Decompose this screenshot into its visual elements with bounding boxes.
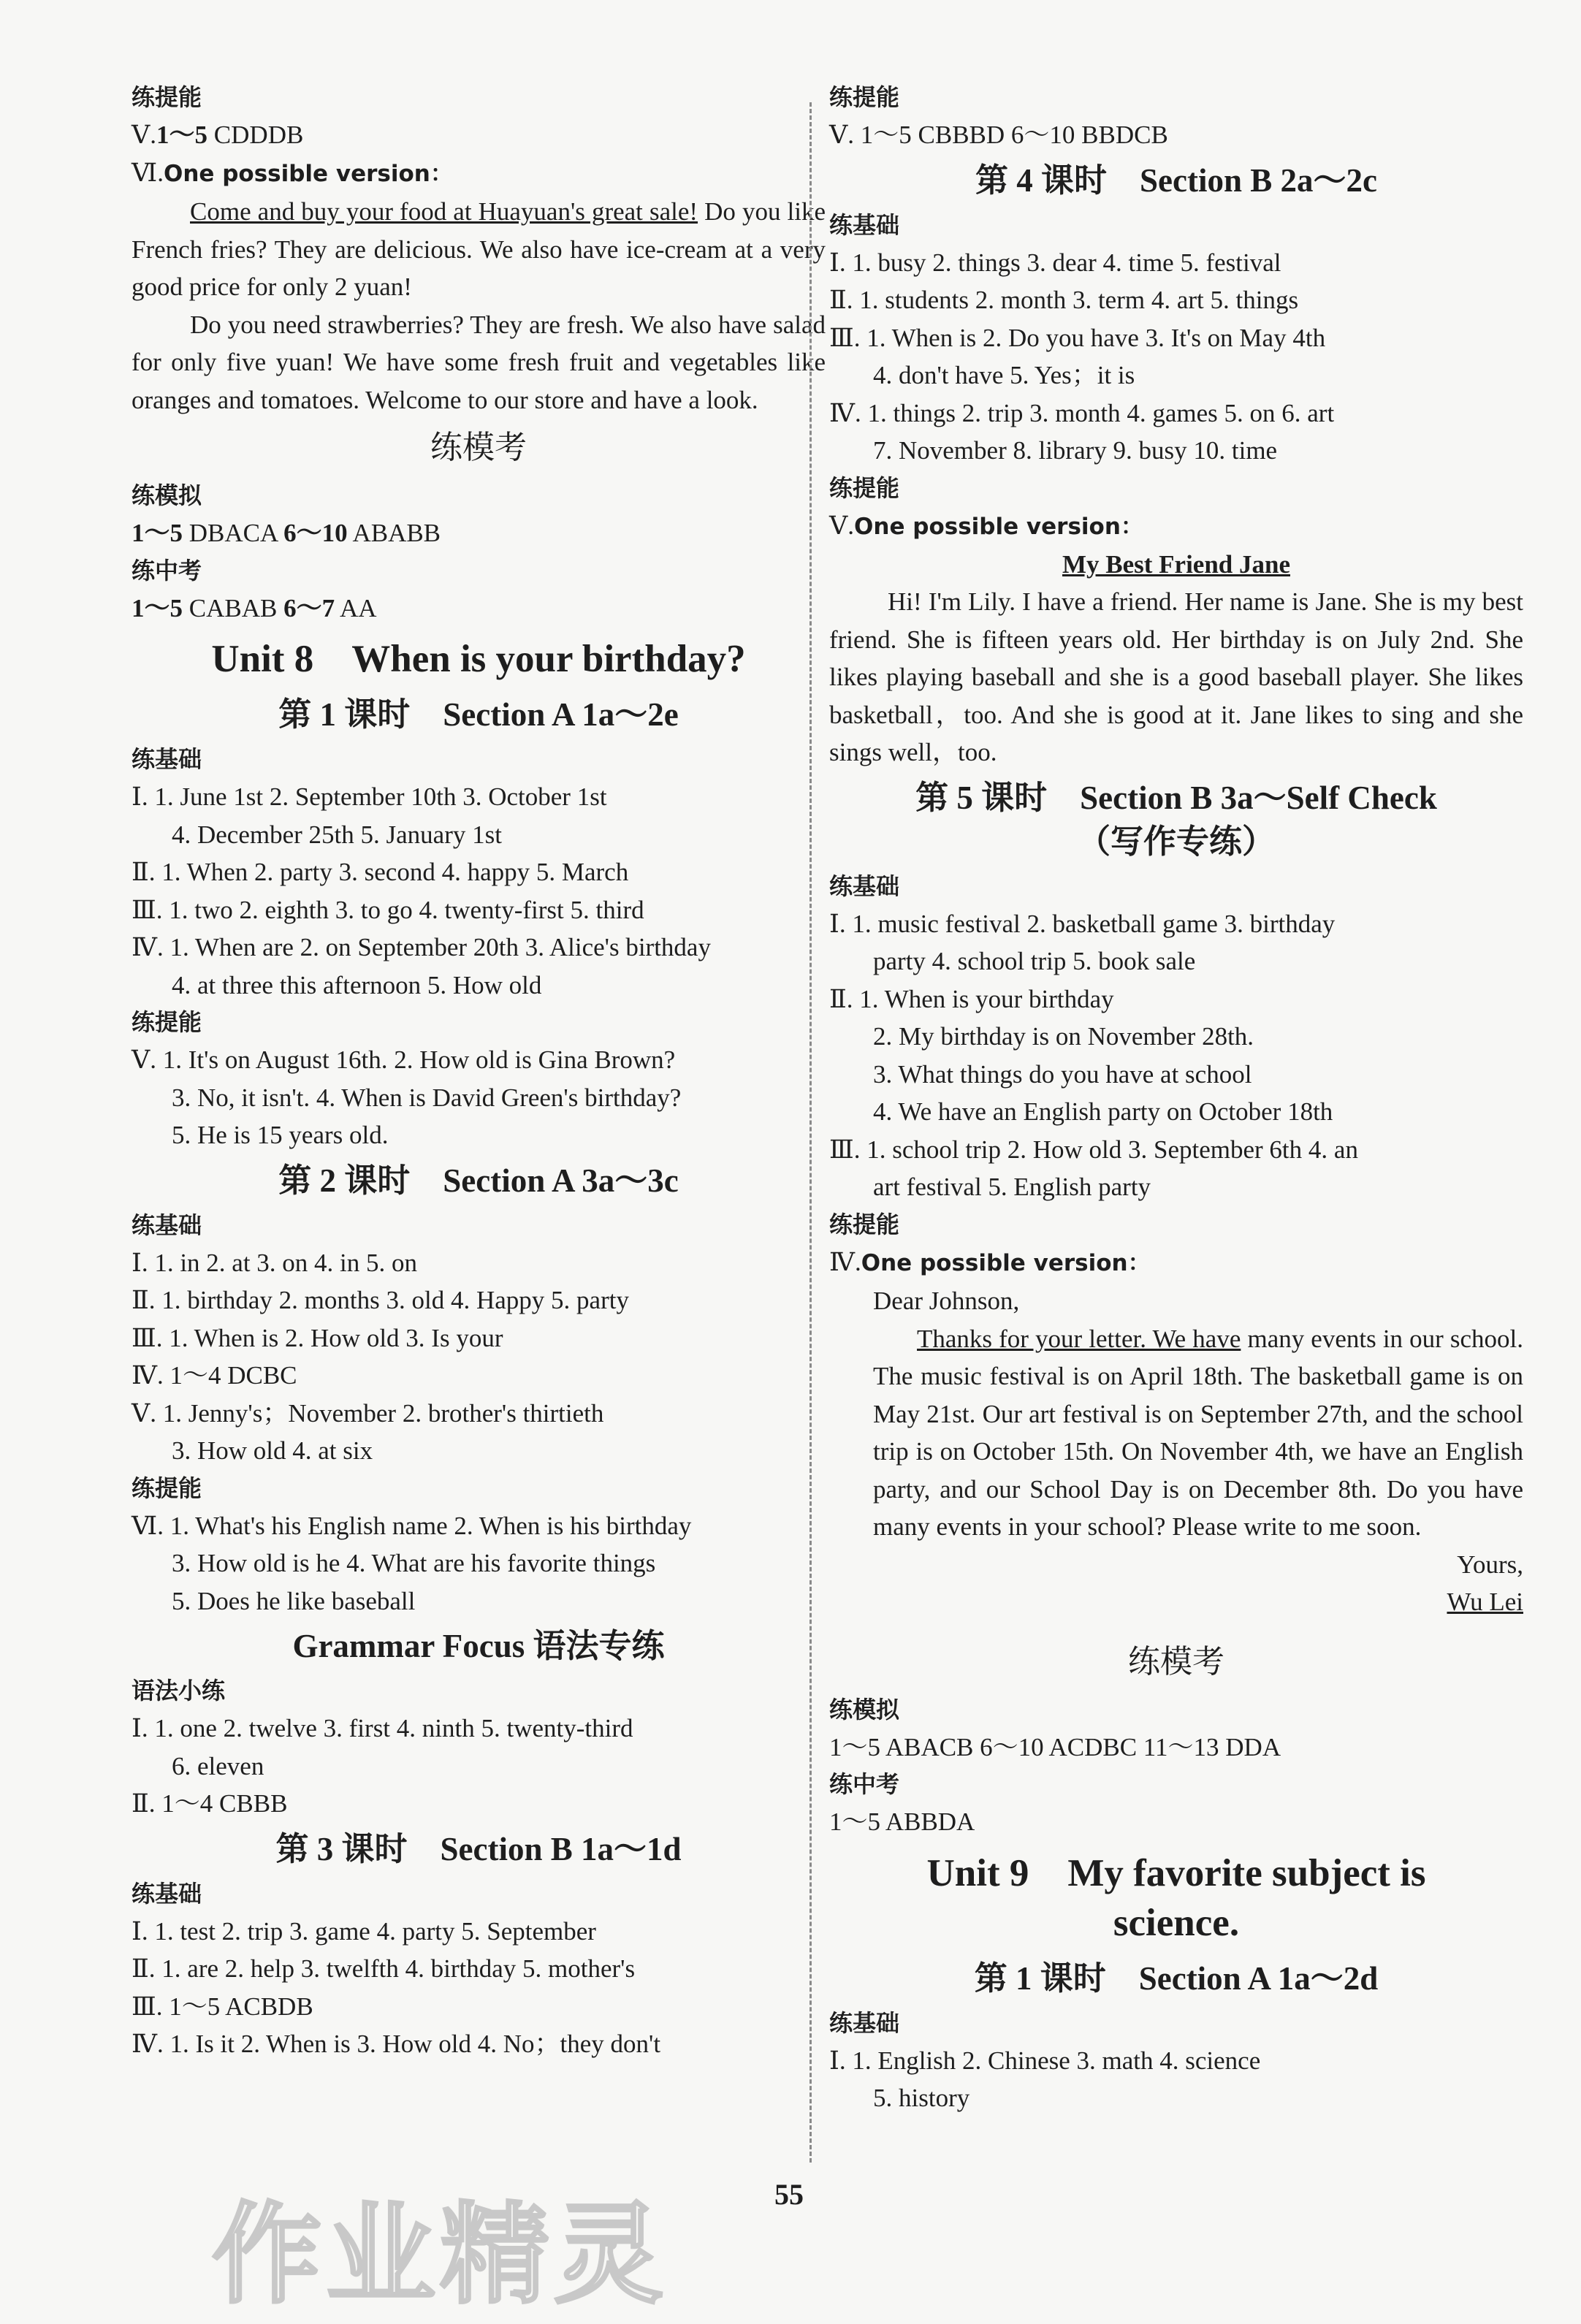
sample-essay-para: Do you need strawberries? They are fresh. We also have salad for only five yuan! We have some fresh fruit and vegetables like oranges and tomatoes. Welcome to our store and have a look. xyxy=(132,310,826,414)
answer-line: 7. November 8. library 9. busy 10. time xyxy=(873,436,1278,465)
section-label: 练中考 xyxy=(829,1770,900,1798)
section-label: 练提能 xyxy=(132,83,202,111)
answer-line: Ⅰ. 1. test 2. trip 3. game 4. party 5. September xyxy=(132,1916,596,1946)
answer-line: art festival 5. English party xyxy=(873,1173,1151,1201)
essay-title: My Best Friend Jane xyxy=(1062,550,1291,579)
answer-line: Ⅱ. 1～4 CBBB xyxy=(132,1789,288,1818)
section-label: 练基础 xyxy=(132,1879,202,1908)
section-label: 练基础 xyxy=(829,210,900,239)
answer-line: 3. How old is he 4. What are his favorite things xyxy=(172,1549,656,1577)
answer-line: Ⅵ.One possible version： xyxy=(132,158,453,187)
answer-line: Ⅳ. 1. Is it 2. When is 3. How old 4. No；they don't xyxy=(132,2030,661,2058)
answer-line: Ⅳ. 1. When are 2. on September 20th 3. Alice's birthday xyxy=(132,933,711,961)
unit-title-cont: science. xyxy=(1113,1901,1240,1944)
answer-line: Ⅵ. 1. What's his English name 2. When is his birthday xyxy=(132,1511,692,1540)
answer-line: 5. history xyxy=(873,2084,970,2112)
answer-line: 5. He is 15 years old. xyxy=(172,1121,389,1149)
answer-line: Ⅱ. 1. When 2. party 3. second 4. happy 5. March xyxy=(132,858,629,886)
answer-line: 4. December 25th 5. January 1st xyxy=(172,820,502,849)
answer-line: Ⅲ. 1. school trip 2. How old 3. September 6th 4. an xyxy=(829,1135,1358,1164)
answer-line: Ⅰ. 1. in 2. at 3. on 4. in 5. on xyxy=(132,1248,418,1277)
answer-line: Ⅱ. 1. are 2. help 3. twelfth 4. birthday 5. mother's xyxy=(132,1954,636,1983)
answer-line: 1～5 CABAB 6～7 AA xyxy=(132,593,377,622)
letter-body: Thanks for your letter. We have many events in our school. The music festival is on April 18th. The basketball game is on May 21st. Our art festival is on September 27th, and the school trip is on October 15th. On November 4th, we have an English party, and our School Day is on December 8th. Do you have many events in your school? Please write to me soon. xyxy=(873,1324,1524,1541)
unit-title: Unit 8 When is your birthday? xyxy=(211,638,746,680)
watermark: 作业精灵 xyxy=(212,2192,668,2319)
answer-line: 3. What things do you have at school xyxy=(873,1059,1252,1089)
answer-line: Ⅴ. 1. Jenny's；November 2. brother's thirtieth xyxy=(132,1398,604,1428)
section-label: 练提能 xyxy=(829,473,900,502)
section-label: 语法小练 xyxy=(132,1677,226,1704)
section-label: 练提能 xyxy=(829,83,900,111)
section-heading: 练模考 xyxy=(430,429,527,466)
lesson-title: Grammar Focus 语法专练 xyxy=(292,1628,665,1664)
section-label: 练基础 xyxy=(829,872,900,900)
lesson-title: 第 4 课时 Section B 2a～2c xyxy=(975,161,1377,199)
lesson-title: 第 2 课时 Section A 3a～3c xyxy=(278,1162,679,1199)
answer-line: 1～5 ABACB 6～10 ACDBC 11～13 DDA xyxy=(829,1732,1281,1761)
column-divider xyxy=(809,102,812,2163)
section-label: 练中考 xyxy=(132,556,202,584)
answer-line: Ⅰ. 1. English 2. Chinese 3. math 4. science xyxy=(829,2046,1261,2075)
answer-line: Ⅰ. 1. June 1st 2. September 10th 3. October 1st xyxy=(132,782,607,811)
answer-line: 4. at three this afternoon 5. How old xyxy=(172,970,542,999)
unit-title: Unit 9 My favorite subject is xyxy=(926,1851,1426,1894)
answer-line: Ⅰ. 1. one 2. twelve 3. first 4. ninth 5. twenty-third xyxy=(132,1714,633,1742)
page-number: 55 xyxy=(774,2178,804,2211)
section-label: 练基础 xyxy=(132,745,202,773)
right-column xyxy=(829,79,1523,2117)
lesson-title: 第 5 课时 Section B 3a～Self Check xyxy=(915,779,1437,816)
lesson-title: 第 3 课时 Section B 1a～1d xyxy=(275,1830,682,1867)
lesson-subtitle: （写作专练） xyxy=(1077,823,1275,860)
answer-line: Ⅳ.One possible version： xyxy=(829,1247,1151,1276)
answer-line: 3. How old 4. at six xyxy=(172,1436,373,1465)
answer-line: Ⅲ. 1. two 2. eighth 3. to go 4. twenty-first 5. third xyxy=(132,895,644,924)
section-heading: 练模考 xyxy=(1128,1642,1224,1680)
answer-line: 6. eleven xyxy=(172,1751,264,1780)
answer-line: Ⅱ. 1. birthday 2. months 3. old 4. Happy 5. party xyxy=(132,1286,629,1314)
answer-line: 1～5 ABBDA xyxy=(829,1807,975,1836)
answer-line: Ⅲ. 1～5 ACBDB xyxy=(132,1992,313,2021)
answer-line: Ⅱ. 1. When is your birthday xyxy=(829,984,1114,1013)
sample-essay-para: Hi! I'm Lily. I have a friend. Her name is Jane. She is my best friend. She is fifteen years old. Her birthday is on July 2nd. She likes playing baseball and she is a good baseball player. She likes basketball，too. And she is good at it. Jane likes to sing and she sings well，too. xyxy=(829,587,1523,766)
answer-line: 4. don't have 5. Yes；it is xyxy=(873,361,1135,389)
answer-line: Ⅴ. 1～5 CBBBD 6～10 BBDCB xyxy=(829,121,1168,149)
section-label: 练提能 xyxy=(829,1210,900,1238)
sample-essay-para: Come and buy your food at Huayuan's great sale! Do you like French fries? They are delicious. We also have ice-cream at a very good price for only 2 yuan! xyxy=(132,197,826,301)
section-label: 练提能 xyxy=(132,1474,202,1502)
answer-line: Ⅰ. 1. music festival 2. basketball game 3. birthday xyxy=(829,909,1336,938)
answer-line: Ⅴ. 1. It's on August 16th. 2. How old is Gina Brown? xyxy=(132,1045,676,1074)
answer-line: Ⅳ. 1. things 2. trip 3. month 4. games 5. on 6. art xyxy=(829,398,1335,427)
lesson-title: 第 1 课时 Section A 1a～2d xyxy=(974,1959,1379,1997)
answer-line: Ⅳ. 1～4 DCBC xyxy=(132,1361,297,1390)
letter-signature: Wu Lei xyxy=(1447,1588,1523,1616)
answer-line: Ⅲ. 1. When is 2. Do you have 3. It's on May 4th xyxy=(829,323,1326,352)
answer-line: Ⅴ.One possible version： xyxy=(829,511,1143,540)
answer-line: 4. We have an English party on October 18th xyxy=(873,1097,1333,1126)
answer-line: Ⅲ. 1. When is 2. How old 3. Is your xyxy=(132,1323,503,1352)
letter-greeting: Dear Johnson, xyxy=(873,1287,1020,1315)
answer-line: 2. My birthday is on November 28th. xyxy=(873,1022,1254,1051)
answer-line: Ⅴ.1～5 CDDDB xyxy=(132,121,304,149)
section-label: 练模拟 xyxy=(132,481,202,509)
lesson-title: 第 1 课时 Section A 1a～2e xyxy=(278,696,679,733)
section-label: 练提能 xyxy=(132,1008,202,1036)
answer-line: 1～5 DBACA 6～10 ABABB xyxy=(132,519,441,547)
answer-line: party 4. school trip 5. book sale xyxy=(873,947,1196,975)
letter-closing: Yours, xyxy=(1457,1550,1523,1579)
answer-line: 5. Does he like baseball xyxy=(172,1586,416,1615)
section-label: 练基础 xyxy=(132,1211,202,1239)
section-label: 练基础 xyxy=(829,2008,900,2037)
answer-line: 3. No, it isn't. 4. When is David Green's birthday? xyxy=(172,1083,682,1112)
left-column xyxy=(132,79,826,2063)
answer-line: Ⅰ. 1. busy 2. things 3. dear 4. time 5. festival xyxy=(829,248,1281,277)
section-label: 练模拟 xyxy=(829,1695,900,1723)
answer-line: Ⅱ. 1. students 2. month 3. term 4. art 5. things xyxy=(829,286,1299,314)
